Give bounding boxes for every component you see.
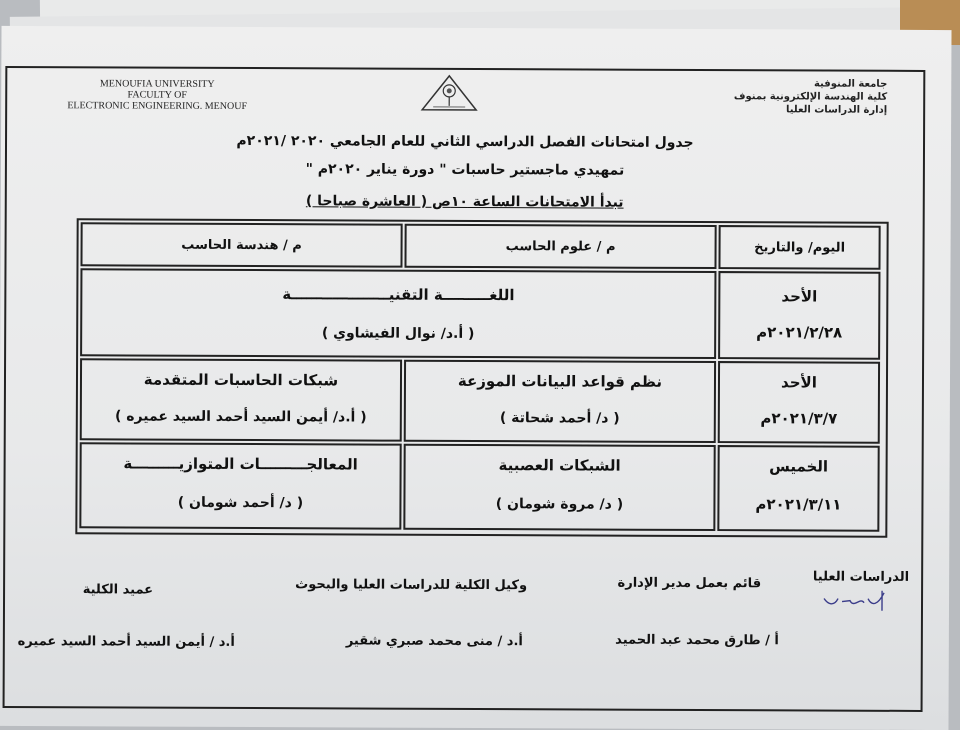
professor-name: ( أ.د/ أيمن السيد أحمد السيد عميره ): [82, 408, 400, 425]
subject-name: اللغـــــــــة التقنيـــــــــــــــــــة: [82, 284, 714, 305]
subject-name: شبكات الحاسبات المتقدمة: [82, 370, 400, 389]
exam-time-note: تبدأ الامتحانات الساعة ١٠ص ( العاشرة صباحا ): [7, 192, 923, 212]
document-frame: [3, 66, 926, 712]
column-header-computer-science: م / علوم الحاسب: [404, 224, 716, 269]
admin-title: قائم بعمل مدير الإدارة: [618, 576, 762, 592]
header-line: MENOUFIA UNIVERSITY: [37, 78, 277, 90]
cs-subject-cell: [403, 444, 715, 531]
university-logo: [419, 74, 479, 112]
cs-subject-cell: [404, 360, 716, 443]
exam-day: الأحد: [720, 287, 878, 306]
dean-name: أ.د / أيمن السيد أحمد السيد عميره: [18, 634, 235, 650]
header-line: FACULTY OF: [37, 89, 277, 101]
column-header-computer-engineering: م / هندسة الحاسب: [80, 222, 402, 267]
subject-name: الشبكات العصبية: [406, 456, 714, 475]
table-row-day-cell: [718, 271, 880, 360]
subject-name: المعالجـــــــــات المتوازيـــــــــة: [82, 454, 400, 473]
ce-subject-cell: [79, 442, 401, 529]
professor-name: ( د/ مروة شومان ): [405, 496, 713, 513]
grad-studies-label: الدراسات العليا: [813, 569, 909, 584]
column-header-day: اليوم/ والتاريخ: [718, 225, 880, 270]
professor-name: ( د/ أحمد شحاتة ): [406, 410, 714, 427]
document-page: [0, 26, 952, 730]
vice-dean-name: أ.د / منى محمد صبري شقير: [346, 633, 523, 649]
professor-name: ( د/ أحمد شومان ): [81, 494, 399, 511]
exam-date: ٢٠٢١/٣/٧م: [720, 409, 878, 428]
exam-schedule-table: [75, 218, 888, 538]
header-line: إدارة الدراسات العليا: [647, 103, 887, 117]
header-line: كلية الهندسة الإلكترونية بمنوف: [647, 90, 887, 104]
dean-title: عميد الكلية: [83, 582, 153, 597]
admin-name: أ / طارق محمد عبد الحميد: [615, 633, 779, 649]
handwritten-signature: [820, 587, 890, 613]
table-row-day-cell: [718, 361, 880, 444]
university-header-english: [37, 78, 277, 112]
exam-date: ٢٠٢١/٣/١١م: [719, 495, 877, 514]
header-line: ELECTRONIC ENGINEERING. MENOUF: [37, 100, 277, 112]
subject-name: نظم قواعد البيانات الموزعة: [406, 372, 714, 391]
vice-dean-title: وكيل الكلية للدراسات العليا والبحوث: [295, 577, 527, 593]
university-header-arabic: [647, 77, 887, 117]
schedule-title: جدول امتحانات الفصل الدراسي الثاني للعام الجامعي ٢٠٢٠ /٢٠٢١م: [7, 132, 923, 152]
exam-day: الخميس: [720, 457, 878, 476]
professor-name: ( أ.د/ نوال الفيشاوي ): [82, 324, 714, 343]
table-row-day-cell: [717, 445, 879, 532]
program-subtitle: تمهيدي ماجستير حاسبات " دورة يناير ٢٠٢٠م ": [7, 160, 923, 180]
merged-subject-cell: [80, 268, 716, 359]
header-line: جامعة المنوفية: [647, 77, 887, 91]
ce-subject-cell: [80, 358, 402, 441]
exam-date: ٢٠٢١/٢/٢٨م: [720, 323, 878, 342]
exam-day: الأحد: [720, 373, 878, 392]
